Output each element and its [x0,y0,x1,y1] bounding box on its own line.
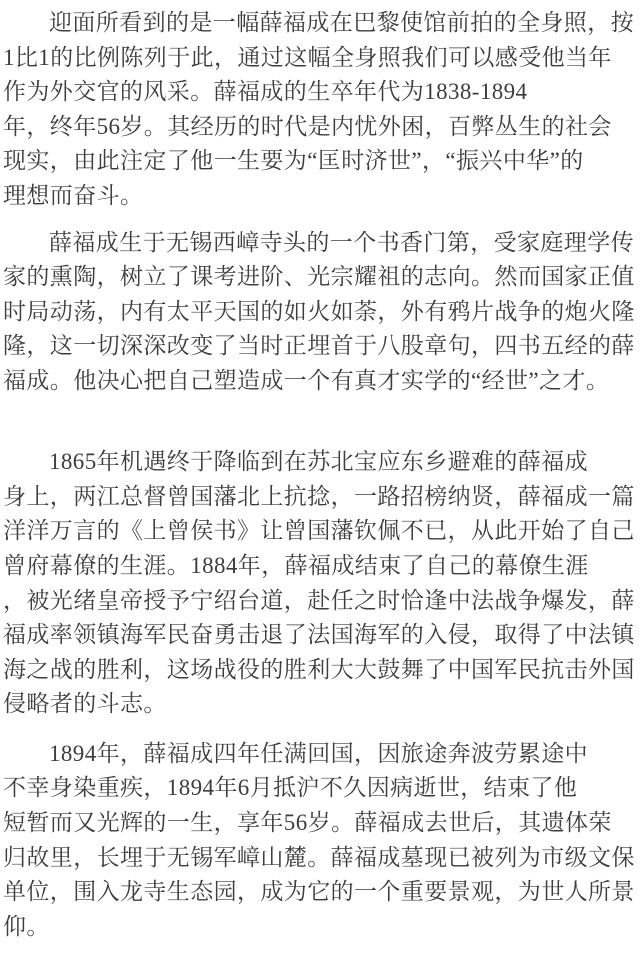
text-line: 年，终年56岁。其经历的时代是内忧外困，百弊丛生的社会 [3,113,612,139]
text-line: 迎面所看到的是一幅薛福成在巴黎使馆前拍的全身照，按 [49,10,634,35]
text-line: 短暂而又光辉的一生，享年56岁。薛福成去世后，其遗体荣 [3,810,612,836]
text-line: 海之战的胜利，这场战役的胜利大大鼓舞了中国军民抗击外国 [3,656,635,682]
text-line: 不幸身染重疾，1894年6月抵沪不久因病逝世，结束了他 [3,775,578,801]
paragraph-career [3,445,638,722]
text-line: 1894年，薛福成四年任满回国，因旅途奔波劳累途中 [49,740,588,766]
text-line: 福成率领镇海军民奋勇击退了法国海军的入侵，取得了中法镇 [3,622,635,648]
text-line: ，被光绪皇帝授予宁绍台道，赴任之时恰逢中法战争爆发，薛 [3,587,635,613]
text-line: 洋洋万言的《上曾侯书》让曾国藩钦佩不已，从此开始了自己 [3,518,635,544]
text-line: 作为外交官的风采。薛福成的生卒年代为1838-1894 [3,79,528,105]
text-line: 侵略者的斗志。 [3,691,167,717]
text-line: 家的熏陶，树立了课考进阶、光宗耀祖的志向。然而国家正值 [3,264,635,290]
text-line: 福成。他决心把自己塑造成一个有真才实学的“经世”之才。 [3,367,610,393]
text-line: 曾府幕僚的生涯。1884年，薛福成结束了自己的幕僚生涯 [3,552,589,578]
paragraph-death-legacy [3,737,638,945]
paragraph-early-life [3,226,638,399]
text-line: 薛福成生于无锡西嶂寺头的一个书香门第，受家庭理学传 [49,229,634,255]
paragraph-spacer [3,411,638,446]
text-line: 隆，这一切深深改变了当时正埋首于八股章句，四书五经的薛 [3,333,635,359]
text-line: 现实，由此注定了他一生要为“匡时济世”，“振兴中华”的 [3,148,584,174]
text-line: 身上，两江总督曾国藩北上抗捻，一路招榜纳贤，薛福成一篇 [3,483,635,509]
text-line: 单位，围入龙寺生态园，成为它的一个重要景观，为世人所景 [3,879,635,905]
text-line: 归故里，长埋于无锡军嶂山麓。薛福成墓现已被列为市级文保 [3,844,635,870]
text-line: 1865年机遇终于降临到在苏北宝应东乡避难的薛福成 [49,449,588,475]
text-line: 理想而奋斗。 [3,182,144,208]
text-line: 时局动荡，内有太平天国的如火如荼，外有鸦片战争的炮火隆 [3,298,635,324]
text-line: 仰。 [3,913,50,939]
text-line: 1比1的比例陈列于此，通过这幅全身照我们可以感受他当年 [3,44,612,70]
paragraph-intro-photo [3,6,638,214]
